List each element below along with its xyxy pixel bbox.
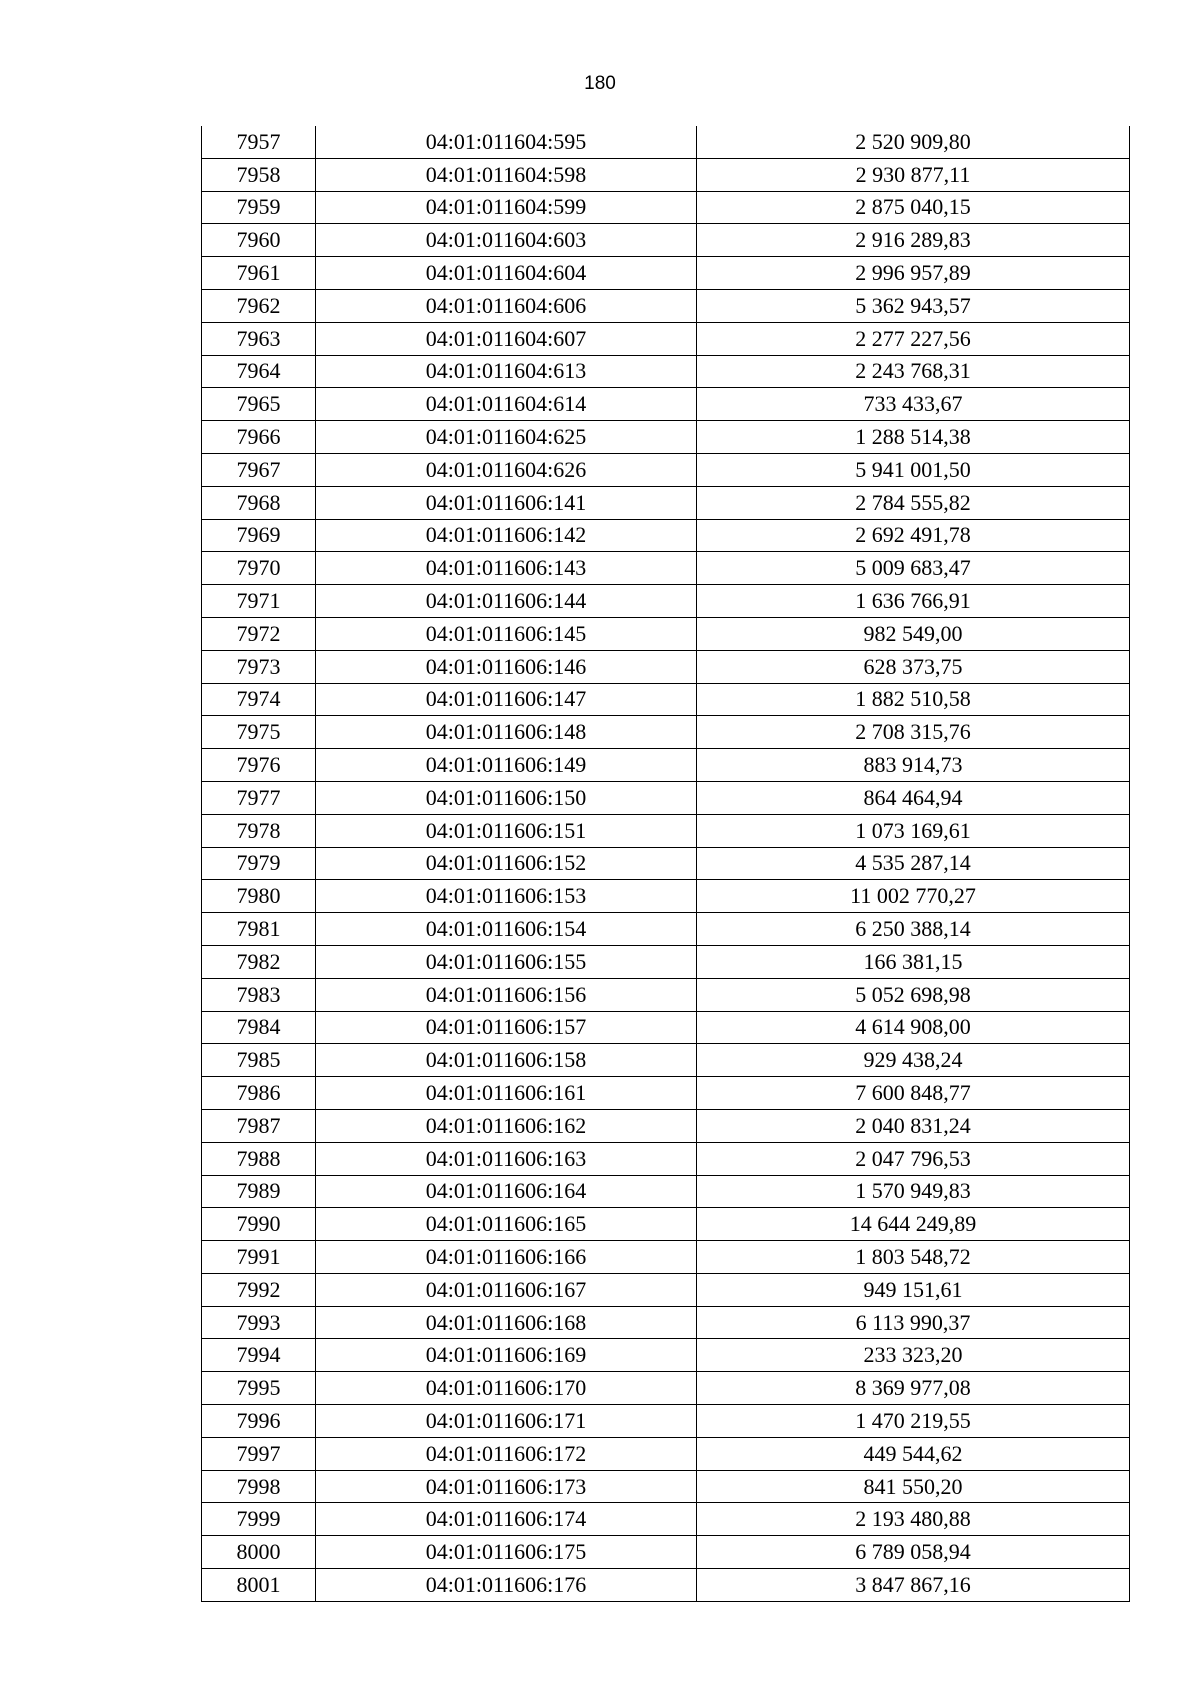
value-cell: 2 996 957,89 — [697, 257, 1130, 290]
cadastral-number-cell: 04:01:011606:172 — [316, 1437, 697, 1470]
cadastral-number-cell: 04:01:011606:157 — [316, 1011, 697, 1044]
cadastral-number-cell: 04:01:011604:614 — [316, 388, 697, 421]
row-number-cell: 7966 — [202, 421, 316, 454]
cadastral-number-cell: 04:01:011606:150 — [316, 781, 697, 814]
row-number-cell: 7974 — [202, 683, 316, 716]
cadastral-number-cell: 04:01:011606:169 — [316, 1339, 697, 1372]
table-row — [202, 978, 1130, 1011]
table-body — [202, 126, 1130, 1601]
cadastral-number-cell: 04:01:011606:162 — [316, 1109, 697, 1142]
row-number-cell: 7964 — [202, 355, 316, 388]
row-number-cell: 7981 — [202, 913, 316, 946]
table-row — [202, 322, 1130, 355]
row-number-cell: 7973 — [202, 650, 316, 683]
value-cell: 4 614 908,00 — [697, 1011, 1130, 1044]
value-cell: 2 875 040,15 — [697, 191, 1130, 224]
cadastral-number-cell: 04:01:011604:595 — [316, 126, 697, 158]
row-number-cell: 7976 — [202, 749, 316, 782]
value-cell: 2 193 480,88 — [697, 1503, 1130, 1536]
value-cell: 2 040 831,24 — [697, 1109, 1130, 1142]
row-number-cell: 7980 — [202, 880, 316, 913]
cadastral-number-cell: 04:01:011604:613 — [316, 355, 697, 388]
value-cell: 2 047 796,53 — [697, 1142, 1130, 1175]
value-cell: 982 549,00 — [697, 617, 1130, 650]
cadastral-number-cell: 04:01:011604:603 — [316, 224, 697, 257]
row-number-cell: 7967 — [202, 453, 316, 486]
table-row — [202, 1536, 1130, 1569]
row-number-cell: 7986 — [202, 1077, 316, 1110]
value-cell: 7 600 848,77 — [697, 1077, 1130, 1110]
value-cell: 1 570 949,83 — [697, 1175, 1130, 1208]
cadastral-number-cell: 04:01:011606:154 — [316, 913, 697, 946]
row-number-cell: 7959 — [202, 191, 316, 224]
table-row — [202, 1241, 1130, 1274]
row-number-cell: 7984 — [202, 1011, 316, 1044]
table-row — [202, 552, 1130, 585]
table-row — [202, 257, 1130, 290]
row-number-cell: 7997 — [202, 1437, 316, 1470]
row-number-cell: 7979 — [202, 847, 316, 880]
value-cell: 864 464,94 — [697, 781, 1130, 814]
table-row — [202, 617, 1130, 650]
row-number-cell: 7998 — [202, 1470, 316, 1503]
table-row — [202, 585, 1130, 618]
row-number-cell: 7993 — [202, 1306, 316, 1339]
table-row — [202, 126, 1130, 158]
value-cell: 11 002 770,27 — [697, 880, 1130, 913]
table-row — [202, 1109, 1130, 1142]
table-row — [202, 683, 1130, 716]
cadastral-number-cell: 04:01:011606:176 — [316, 1569, 697, 1602]
row-number-cell: 7987 — [202, 1109, 316, 1142]
row-number-cell: 7988 — [202, 1142, 316, 1175]
cadastral-number-cell: 04:01:011604:599 — [316, 191, 697, 224]
cadastral-number-cell: 04:01:011606:148 — [316, 716, 697, 749]
cadastral-number-cell: 04:01:011604:607 — [316, 322, 697, 355]
cadastral-number-cell: 04:01:011606:165 — [316, 1208, 697, 1241]
value-cell: 2 708 315,76 — [697, 716, 1130, 749]
row-number-cell: 7995 — [202, 1372, 316, 1405]
value-cell: 233 323,20 — [697, 1339, 1130, 1372]
cadastral-number-cell: 04:01:011606:166 — [316, 1241, 697, 1274]
cadastral-number-cell: 04:01:011606:151 — [316, 814, 697, 847]
row-number-cell: 7985 — [202, 1044, 316, 1077]
cadastral-number-cell: 04:01:011606:164 — [316, 1175, 697, 1208]
table-row — [202, 1569, 1130, 1602]
row-number-cell: 7983 — [202, 978, 316, 1011]
row-number-cell: 7965 — [202, 388, 316, 421]
table-row — [202, 289, 1130, 322]
cadastral-number-cell: 04:01:011606:168 — [316, 1306, 697, 1339]
value-cell: 8 369 977,08 — [697, 1372, 1130, 1405]
row-number-cell: 7977 — [202, 781, 316, 814]
row-number-cell: 7970 — [202, 552, 316, 585]
value-cell: 2 692 491,78 — [697, 519, 1130, 552]
value-cell: 1 073 169,61 — [697, 814, 1130, 847]
value-cell: 6 113 990,37 — [697, 1306, 1130, 1339]
table-row — [202, 1142, 1130, 1175]
table-row — [202, 847, 1130, 880]
table-row — [202, 880, 1130, 913]
value-cell: 1 803 548,72 — [697, 1241, 1130, 1274]
table-row — [202, 650, 1130, 683]
cadastral-number-cell: 04:01:011606:155 — [316, 945, 697, 978]
cadastral-number-cell: 04:01:011606:171 — [316, 1405, 697, 1438]
cadastral-number-cell: 04:01:011606:141 — [316, 486, 697, 519]
cadastral-number-cell: 04:01:011606:158 — [316, 1044, 697, 1077]
page-number: 180 — [584, 73, 616, 94]
value-cell: 949 151,61 — [697, 1273, 1130, 1306]
row-number-cell: 7978 — [202, 814, 316, 847]
cadastral-number-cell: 04:01:011606:161 — [316, 1077, 697, 1110]
cadastral-number-cell: 04:01:011606:146 — [316, 650, 697, 683]
row-number-cell: 7960 — [202, 224, 316, 257]
value-cell: 166 381,15 — [697, 945, 1130, 978]
value-cell: 4 535 287,14 — [697, 847, 1130, 880]
cadastral-number-cell: 04:01:011606:152 — [316, 847, 697, 880]
value-cell: 883 914,73 — [697, 749, 1130, 782]
cadastral-number-cell: 04:01:011604:598 — [316, 158, 697, 191]
cadastral-number-cell: 04:01:011606:175 — [316, 1536, 697, 1569]
cadastral-number-cell: 04:01:011606:163 — [316, 1142, 697, 1175]
row-number-cell: 7992 — [202, 1273, 316, 1306]
cadastral-number-cell: 04:01:011606:167 — [316, 1273, 697, 1306]
row-number-cell: 7957 — [202, 126, 316, 158]
cadastral-number-cell: 04:01:011606:142 — [316, 519, 697, 552]
row-number-cell: 7962 — [202, 289, 316, 322]
table-row — [202, 781, 1130, 814]
value-cell: 1 636 766,91 — [697, 585, 1130, 618]
value-cell: 2 277 227,56 — [697, 322, 1130, 355]
cadastral-number-cell: 04:01:011606:173 — [316, 1470, 697, 1503]
value-cell: 5 052 698,98 — [697, 978, 1130, 1011]
table-row — [202, 749, 1130, 782]
cadastral-number-cell: 04:01:011606:144 — [316, 585, 697, 618]
table-row — [202, 1273, 1130, 1306]
value-cell: 2 916 289,83 — [697, 224, 1130, 257]
table-row — [202, 191, 1130, 224]
cadastral-number-cell: 04:01:011604:626 — [316, 453, 697, 486]
table-row — [202, 388, 1130, 421]
table-row — [202, 355, 1130, 388]
table-row — [202, 1372, 1130, 1405]
cadastral-number-cell: 04:01:011606:145 — [316, 617, 697, 650]
row-number-cell: 7968 — [202, 486, 316, 519]
row-number-cell: 7958 — [202, 158, 316, 191]
table-row — [202, 945, 1130, 978]
table-row — [202, 913, 1130, 946]
table-row — [202, 1470, 1130, 1503]
value-cell: 929 438,24 — [697, 1044, 1130, 1077]
row-number-cell: 8001 — [202, 1569, 316, 1602]
row-number-cell: 7971 — [202, 585, 316, 618]
table-row — [202, 1339, 1130, 1372]
table-row — [202, 1306, 1130, 1339]
table-row — [202, 519, 1130, 552]
data-table — [201, 126, 1130, 1602]
cadastral-number-cell: 04:01:011604:625 — [316, 421, 697, 454]
cadastral-number-cell: 04:01:011606:153 — [316, 880, 697, 913]
cadastral-number-cell: 04:01:011606:143 — [316, 552, 697, 585]
table-row — [202, 486, 1130, 519]
row-number-cell: 7972 — [202, 617, 316, 650]
row-number-cell: 7991 — [202, 1241, 316, 1274]
value-cell: 6 250 388,14 — [697, 913, 1130, 946]
table-row — [202, 1503, 1130, 1536]
value-cell: 2 784 555,82 — [697, 486, 1130, 519]
value-cell: 14 644 249,89 — [697, 1208, 1130, 1241]
value-cell: 2 930 877,11 — [697, 158, 1130, 191]
value-cell: 1 470 219,55 — [697, 1405, 1130, 1438]
table-row — [202, 814, 1130, 847]
table-row — [202, 224, 1130, 257]
value-cell: 2 520 909,80 — [697, 126, 1130, 158]
cadastral-number-cell: 04:01:011606:156 — [316, 978, 697, 1011]
cadastral-number-cell: 04:01:011606:149 — [316, 749, 697, 782]
table-row — [202, 158, 1130, 191]
cadastral-number-cell: 04:01:011606:170 — [316, 1372, 697, 1405]
row-number-cell: 8000 — [202, 1536, 316, 1569]
value-cell: 6 789 058,94 — [697, 1536, 1130, 1569]
table-row — [202, 1208, 1130, 1241]
value-cell: 1 288 514,38 — [697, 421, 1130, 454]
row-number-cell: 7999 — [202, 1503, 316, 1536]
table-row — [202, 1437, 1130, 1470]
row-number-cell: 7963 — [202, 322, 316, 355]
cadastral-number-cell: 04:01:011606:174 — [316, 1503, 697, 1536]
table-row — [202, 1405, 1130, 1438]
value-cell: 733 433,67 — [697, 388, 1130, 421]
table-row — [202, 1175, 1130, 1208]
row-number-cell: 7982 — [202, 945, 316, 978]
table-row — [202, 716, 1130, 749]
table-row — [202, 453, 1130, 486]
table-row — [202, 421, 1130, 454]
table-row — [202, 1011, 1130, 1044]
cadastral-number-cell: 04:01:011604:606 — [316, 289, 697, 322]
value-cell: 3 847 867,16 — [697, 1569, 1130, 1602]
row-number-cell: 7969 — [202, 519, 316, 552]
value-cell: 5 362 943,57 — [697, 289, 1130, 322]
value-cell: 628 373,75 — [697, 650, 1130, 683]
cadastral-number-cell: 04:01:011606:147 — [316, 683, 697, 716]
row-number-cell: 7989 — [202, 1175, 316, 1208]
value-cell: 5 009 683,47 — [697, 552, 1130, 585]
value-cell: 2 243 768,31 — [697, 355, 1130, 388]
row-number-cell: 7990 — [202, 1208, 316, 1241]
row-number-cell: 7961 — [202, 257, 316, 290]
value-cell: 1 882 510,58 — [697, 683, 1130, 716]
row-number-cell: 7994 — [202, 1339, 316, 1372]
row-number-cell: 7996 — [202, 1405, 316, 1438]
value-cell: 841 550,20 — [697, 1470, 1130, 1503]
cadastral-number-cell: 04:01:011604:604 — [316, 257, 697, 290]
table-row — [202, 1044, 1130, 1077]
table-row — [202, 1077, 1130, 1110]
value-cell: 449 544,62 — [697, 1437, 1130, 1470]
row-number-cell: 7975 — [202, 716, 316, 749]
value-cell: 5 941 001,50 — [697, 453, 1130, 486]
